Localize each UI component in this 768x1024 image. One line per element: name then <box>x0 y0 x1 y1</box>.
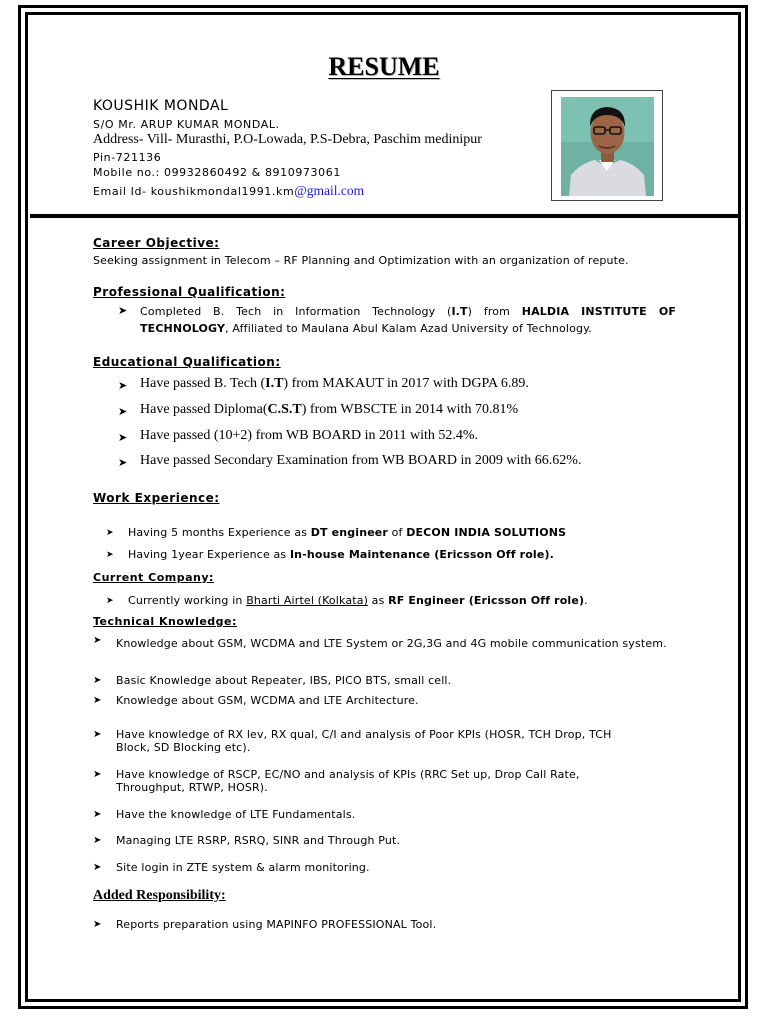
bullet-arrow-icon: ➤ <box>93 835 102 846</box>
bullet-arrow-icon: ➤ <box>93 769 102 780</box>
technical-item: Knowledge about GSM, WCDMA and LTE System or 2G,3G and 4G mobile communication system. <box>116 637 667 650</box>
bullet-arrow-icon: ➤ <box>118 457 128 469</box>
professional-qualification-text: Completed B. Tech in Information Technology (I.T) from HALDIA INSTITUTE OF TECHNOLOGY, Affiliated to Maulana Abul Kalam Azad University of Technology. <box>140 305 676 335</box>
bullet-arrow-icon: ➤ <box>118 305 128 317</box>
mobile-number: Mobile no.: 09932860492 & 8910973061 <box>93 166 341 179</box>
education-item: Have passed (10+2) from WB BOARD in 2011 with 52.4%. <box>140 428 479 443</box>
work-item: Having 5 months Experience as DT engineer of DECON INDIA SOLUTIONS <box>128 526 567 539</box>
technical-item: Site login in ZTE system & alarm monitoring. <box>116 861 370 874</box>
bullet-arrow-icon: ➤ <box>93 729 102 740</box>
technical-item: Managing LTE RSRP, RSRQ, SINR and Through Put. <box>116 834 401 847</box>
current-company-text: Currently working in Bharti Airtel (Kolkata) as RF Engineer (Ericsson Off role). <box>128 594 588 607</box>
bullet-arrow-icon: ➤ <box>106 527 114 537</box>
resume-title: RESUME <box>328 52 440 81</box>
company-link[interactable]: Bharti Airtel (Kolkata) <box>246 594 369 607</box>
bullet-arrow-icon: ➤ <box>93 862 102 873</box>
bullet-arrow-icon: ➤ <box>118 432 128 444</box>
bullet-arrow-icon: ➤ <box>93 675 102 686</box>
bullet-arrow-icon: ➤ <box>93 919 102 930</box>
career-objective-heading: Career Objective: <box>93 236 220 250</box>
bullet-arrow-icon: ➤ <box>106 549 114 559</box>
email-line <box>93 183 364 199</box>
bullet-arrow-icon: ➤ <box>118 406 128 418</box>
technical-item: Have knowledge of RSCP, EC/NO and analysis of KPIs (RRC Set up, Drop Call Rate, Throughput, RTWP, HOSR). <box>116 768 580 794</box>
technical-item: Have the knowledge of LTE Fundamentals. <box>116 808 356 821</box>
current-company-heading: Current Company: <box>93 571 214 584</box>
education-item: Have passed Secondary Examination from WB BOARD in 2009 with 66.62%. <box>140 453 582 468</box>
technical-item: Have knowledge of RX lev, RX qual, C/I and analysis of Poor KPIs (HOSR, TCH Drop, TCH Block, SD Blocking etc). <box>116 728 612 754</box>
bullet-arrow-icon: ➤ <box>106 595 114 605</box>
work-experience-heading: Work Experience: <box>93 491 220 505</box>
work-item: Having 1year Experience as In-house Maintenance (Ericsson Off role). <box>128 548 554 561</box>
candidate-name: KOUSHIK MONDAL <box>93 98 229 114</box>
pin-code: Pin-721136 <box>93 151 162 164</box>
email-domain-link[interactable]: @gmail.com <box>294 183 365 198</box>
bullet-arrow-icon: ➤ <box>118 380 128 392</box>
bullet-arrow-icon: ➤ <box>93 809 102 820</box>
educational-qualification-heading: Educational Qualification: <box>93 355 281 369</box>
email-user: Email Id- koushikmondal1991.km <box>93 185 295 198</box>
bullet-arrow-icon: ➤ <box>93 635 102 646</box>
career-objective-text: Seeking assignment in Telecom – RF Planning and Optimization with an organization of repute. <box>93 254 629 267</box>
technical-item: Knowledge about GSM, WCDMA and LTE Architecture. <box>116 694 419 707</box>
technical-knowledge-heading: Technical Knowledge: <box>93 615 237 628</box>
profile-photo-image <box>561 97 654 196</box>
added-responsibility-item: Reports preparation using MAPINFO PROFESSIONAL Tool. <box>116 918 437 931</box>
professional-qualification-heading: Professional Qualification: <box>93 285 286 299</box>
added-responsibility-heading: Added Responsibility: <box>93 888 226 903</box>
education-item: Have passed Diploma(C.S.T) from WBSCTE in 2014 with 70.81% <box>140 402 519 417</box>
profile-photo <box>551 90 663 201</box>
bullet-arrow-icon: ➤ <box>93 695 102 706</box>
technical-item: Basic Knowledge about Repeater, IBS, PICO BTS, small cell. <box>116 674 452 687</box>
education-item: Have passed B. Tech (I.T) from MAKAUT in 2017 with DGPA 6.89. <box>140 376 529 391</box>
address: Address- Vill- Murasthi, P.O-Lowada, P.S-Debra, Paschim medinipur <box>93 132 482 147</box>
header-separator <box>30 214 740 218</box>
father-name: S/O Mr. ARUP KUMAR MONDAL. <box>93 118 280 131</box>
